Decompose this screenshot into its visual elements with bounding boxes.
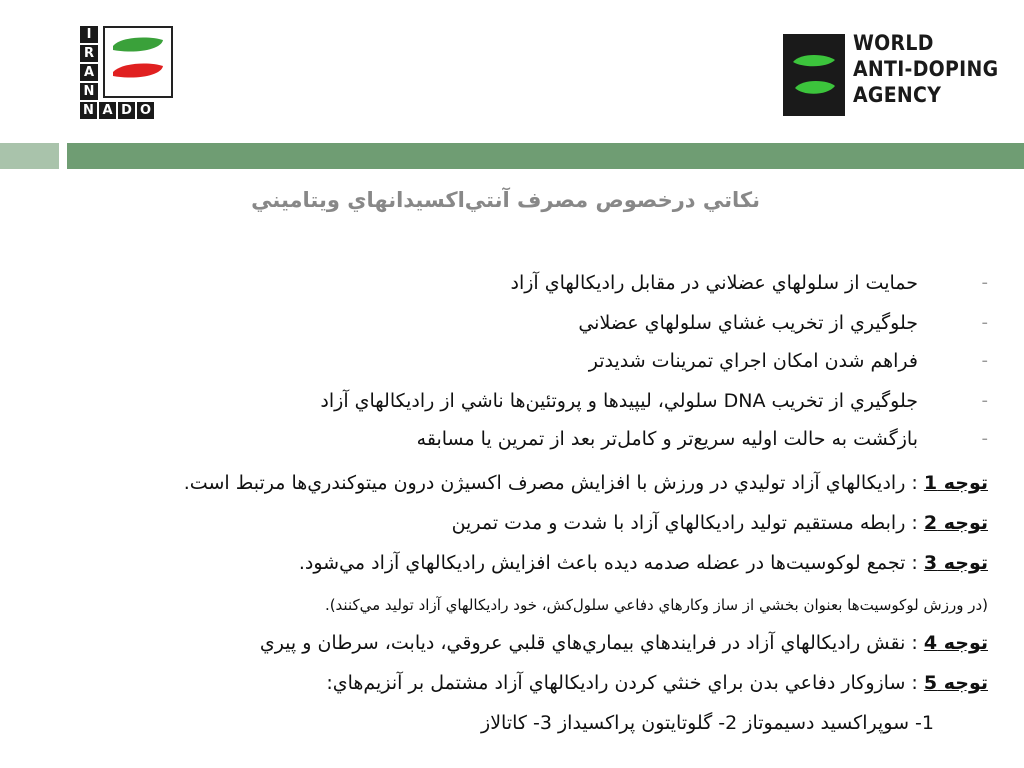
iran-flag-emblem — [103, 26, 173, 98]
wada-logo — [783, 30, 999, 118]
note-text: : رابطه مستقيم توليد راديكالهاي آزاد با شدت و مدت تمرين — [451, 512, 918, 534]
bullet-item — [228, 272, 988, 306]
bullet-dash: - — [981, 390, 988, 411]
note-3-detail — [88, 596, 988, 614]
note-2 — [88, 512, 988, 534]
note-text: : راديكالهاي آزاد توليدي در ورزش با افزايش مصرف اكسيژن درون ميتوكندري‌ها مرتبط است. — [183, 472, 918, 494]
iran-nado-logo — [80, 26, 174, 119]
note-text: : سازوكار دفاعي بدن براي خنثي كردن راديكالهاي آزاد مشتمل بر آنزيم‌هاي: — [326, 672, 918, 694]
logo-letter: R — [80, 45, 98, 62]
logo-letter: N — [80, 83, 98, 100]
note-4 — [88, 632, 988, 654]
bullet-item — [228, 312, 988, 346]
wada-line: ANTI-DOPING — [853, 57, 999, 81]
nado-letters — [80, 102, 154, 119]
note-text: : تجمع لوكوسيت‌ها در عضله صدمه ديده باعث افزايش راديكالهاي آزاد مي‌شود. — [298, 552, 918, 574]
note-label: توجه 5 — [923, 672, 988, 694]
note-label: توجه 2 — [923, 512, 988, 534]
bullet-dash: - — [981, 428, 988, 449]
logo-letter: A — [80, 64, 98, 81]
note-text: : نقش راديكالهاي آزاد در فرايندهاي بيماري‌هاي قلبي عروقي، ديابت، سرطان و پيري — [259, 632, 918, 654]
logo-letter: A — [99, 102, 116, 119]
wada-swoosh-icon — [783, 34, 845, 116]
bullet-text: جلوگيري از تخريب DNA سلولي، ليپيدها و پروتئين‌ها ناشي از راديكالهاي آزاد — [320, 390, 918, 412]
bullet-text: بازگشت به حالت اوليه سريع‌تر و كامل‌تر بعد از تمرين يا مسابقه — [416, 428, 918, 450]
note-label: توجه 1 — [923, 472, 988, 494]
wada-emblem — [783, 34, 845, 116]
note-label: توجه 4 — [923, 632, 988, 654]
logo-letter: D — [118, 102, 135, 119]
note-text: (در ورزش لوكوسيت‌ها بعنوان بخشي از ساز وكارهاي دفاعي سلول‌كش، خود راديكالهاي آزاد توليد مي‌كنند). — [324, 596, 988, 614]
wada-line: AGENCY — [853, 83, 942, 107]
bullet-dash: - — [981, 272, 988, 293]
bullet-dash: - — [981, 350, 988, 371]
note-1 — [88, 472, 988, 494]
wada-line: WORLD — [853, 31, 934, 55]
bullet-dash: - — [981, 312, 988, 333]
header-stripe — [67, 143, 1024, 169]
header-stripe-accent — [0, 143, 59, 169]
note-3 — [88, 552, 988, 574]
bullet-text: جلوگيري از تخريب غشاي سلولهاي عضلاني — [578, 312, 918, 334]
bullet-item — [228, 350, 988, 384]
bullet-item — [228, 428, 988, 462]
bullet-text: فراهم شدن امكان اجراي تمرينات شديدتر — [588, 350, 918, 372]
iran-letters — [80, 26, 98, 102]
note-5 — [88, 672, 988, 694]
logo-letter: N — [80, 102, 97, 119]
bullet-item — [228, 390, 988, 424]
enzyme-list: 1- سوپراكسيد دسيموتاز 2- گلوتايتون پراكسيداز 3- كاتالاز — [481, 712, 934, 734]
note-label: توجه 3 — [923, 552, 988, 574]
wada-wordmark — [853, 30, 998, 108]
logo-letter: O — [137, 102, 154, 119]
logo-letter: I — [80, 26, 98, 43]
bullet-text: حمايت از سلولهاي عضلاني در مقابل راديكالهاي آزاد — [510, 272, 918, 294]
flag-swoosh-icon — [105, 28, 171, 96]
page-title: نكاتي درخصوص مصرف آنتي‌اكسيدانهاي ويتاميني — [251, 188, 760, 212]
